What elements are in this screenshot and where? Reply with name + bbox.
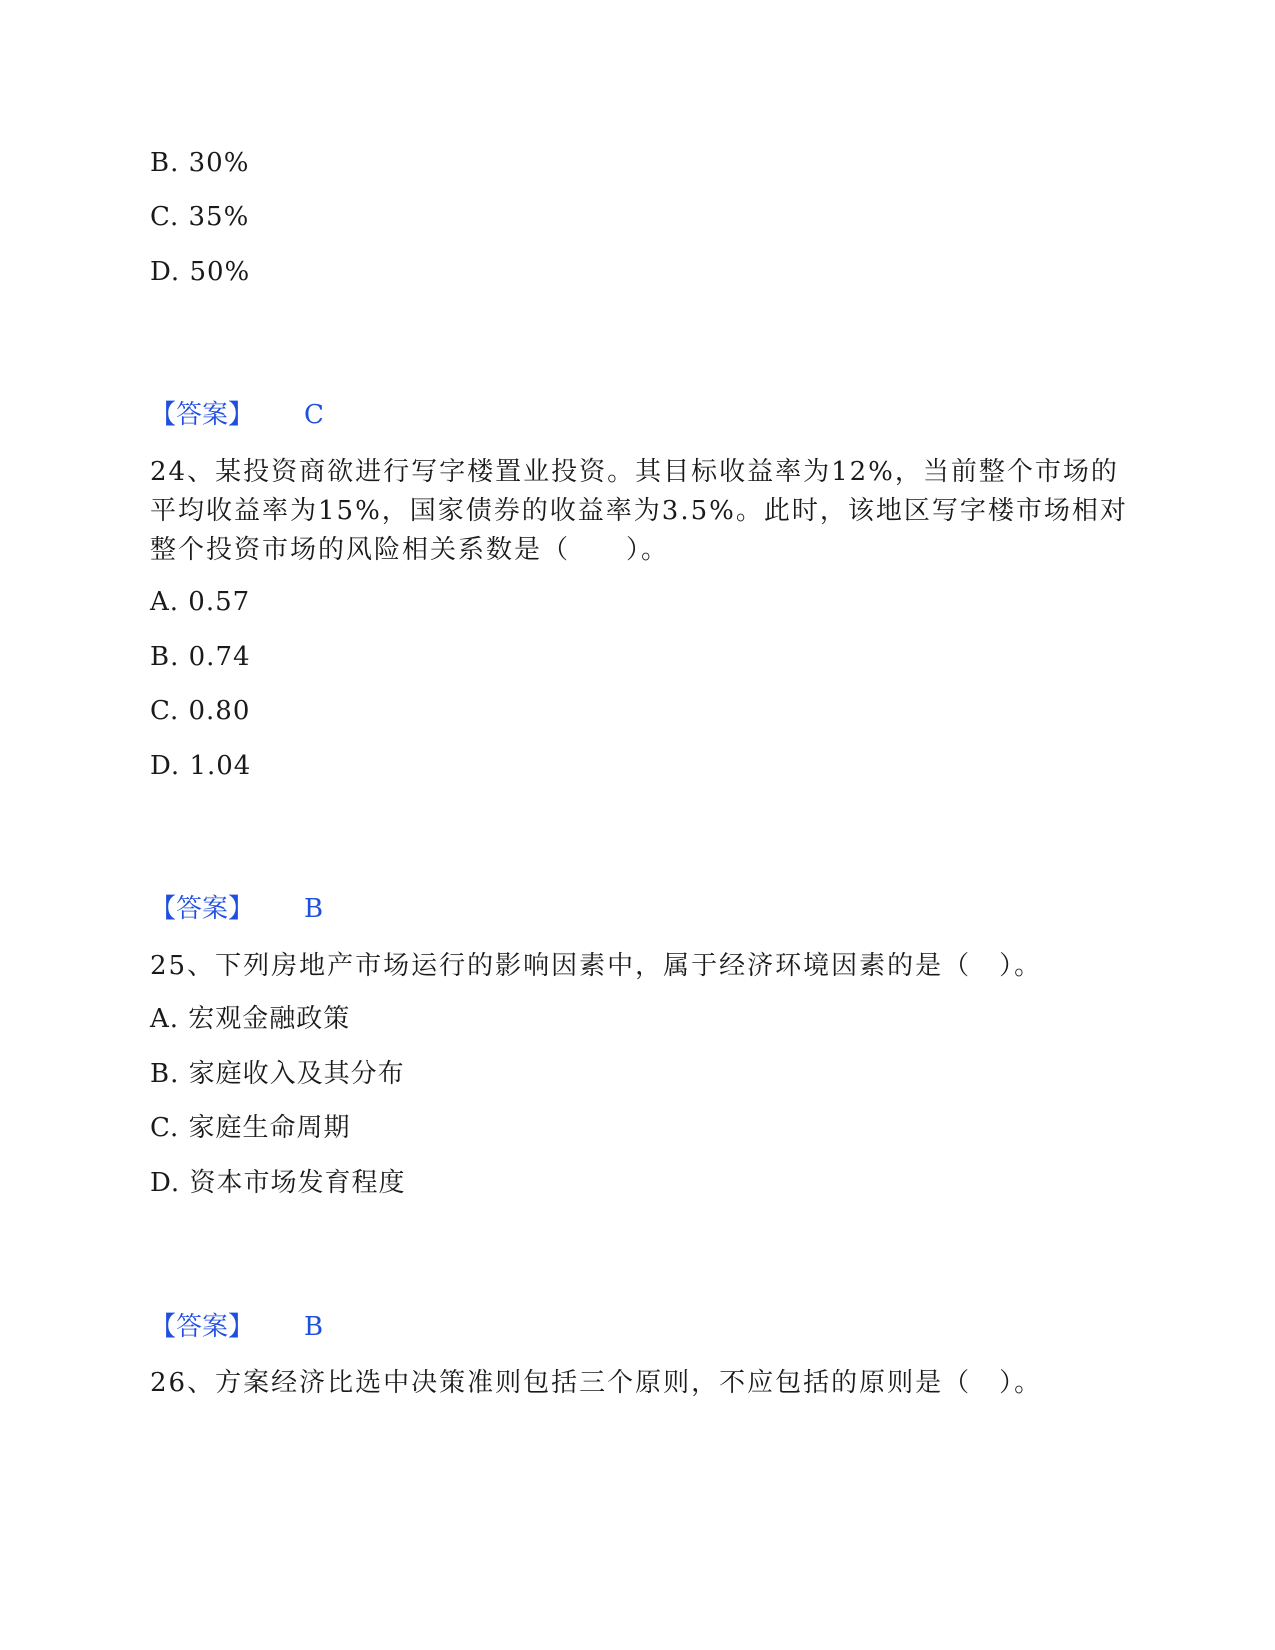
answer-tag: 【答案】 <box>150 400 255 430</box>
q24-answer <box>150 892 323 926</box>
q25-option-a: A. 宏观金融政策 <box>150 1004 351 1034</box>
q25-answer <box>150 1310 323 1344</box>
q25-option-b: B. 家庭收入及其分布 <box>150 1059 405 1089</box>
q23-option-c: C. 35% <box>150 202 250 232</box>
q24-option-a: A. 0.57 <box>150 587 251 617</box>
answer-tag: 【答案】 <box>150 1312 255 1342</box>
q24-option-d: D. 1.04 <box>150 751 252 781</box>
q25-option-d: D. 资本市场发育程度 <box>150 1168 406 1198</box>
answer-tag: 【答案】 <box>150 894 255 924</box>
q26-stem: 26、方案经济比选中决策准则包括三个原则，不应包括的原则是（ ）。 <box>150 1368 1043 1398</box>
q25-stem: 25、下列房地产市场运行的影响因素中，属于经济环境因素的是（ ）。 <box>150 951 1043 981</box>
answer-value: B <box>304 1312 324 1342</box>
q23-answer <box>150 398 324 432</box>
q24-option-b: B. 0.74 <box>150 642 251 672</box>
q25-option-c: C. 家庭生命周期 <box>150 1113 351 1143</box>
answer-value: C <box>304 400 324 430</box>
q23-option-d: D. 50% <box>150 257 251 287</box>
answer-value: B <box>304 894 324 924</box>
q24-option-c: C. 0.80 <box>150 696 251 726</box>
q23-option-b: B. 30% <box>150 148 250 178</box>
q24-stem: 24、某投资商欲进行写字楼置业投资。其目标收益率为12%，当前整个市场的平均收益率为15%，国家债券的收益率为3.5%。此时，该地区写字楼市场相对整个投资市场的风险相关系数是（ ）。 <box>150 457 1128 565</box>
